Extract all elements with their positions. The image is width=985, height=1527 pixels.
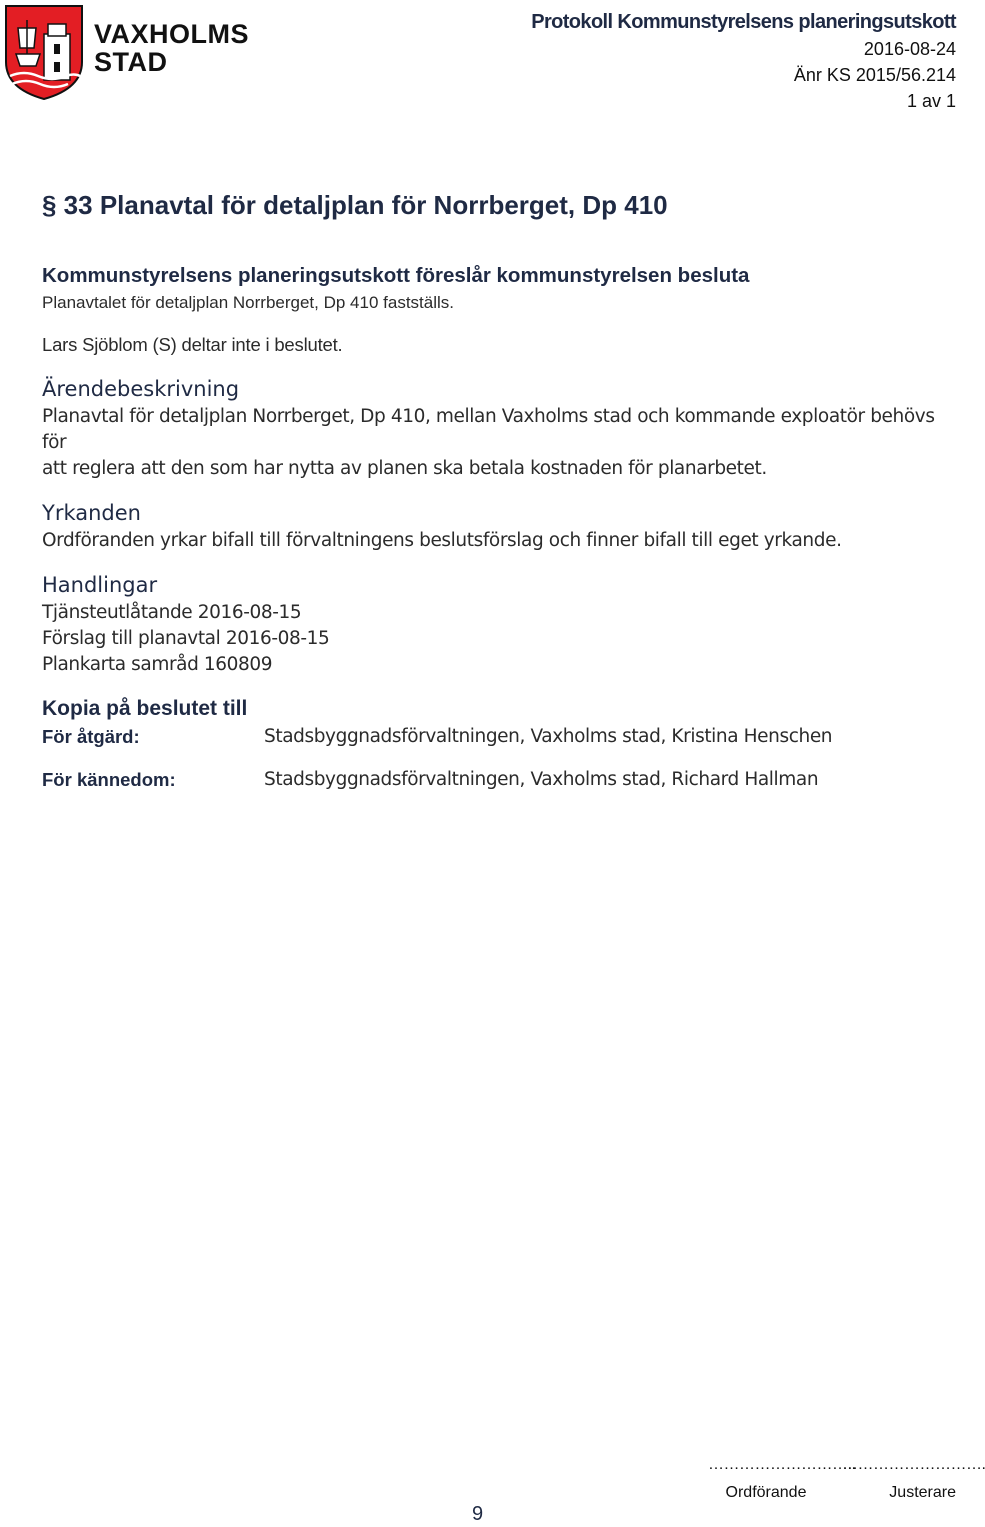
copy-info-row <box>42 767 952 793</box>
signature-label-chair: Ordförande <box>725 1484 807 1501</box>
page-number: 9 <box>472 1503 484 1525</box>
documents-heading: Handlingar <box>42 573 158 597</box>
header-date: 2016-08-24 <box>863 39 956 59</box>
logo-line-2: STAD <box>94 47 168 77</box>
header-page-count: 1 av 1 <box>906 91 956 111</box>
coat-of-arms-icon <box>4 4 84 100</box>
logo-wordmark <box>94 20 249 76</box>
proposal-heading: Kommunstyrelsens planeringsutskott föreslår kommunstyrelsen besluta <box>42 264 750 287</box>
description-text-line-1: Planavtal för detaljplan Norrberget, Dp 410, mellan Vaxholms stad och kommande exploatör behövs för <box>42 406 935 453</box>
document-item: Plankarta samråd 160809 <box>42 654 273 675</box>
vaxholms-stad-logo <box>4 4 254 100</box>
logo-line-1: VAXHOLMS <box>94 19 250 49</box>
copy-heading: Kopia på beslutet till <box>42 697 248 720</box>
proposal-text: Planavtalet för detaljplan Norrberget, Dp 410 fastställs. <box>42 293 455 312</box>
protocol-body <box>42 186 952 793</box>
document-item: Tjänsteutlåtande 2016-08-15 <box>42 602 302 623</box>
signature-label-adjuster: Justerare <box>889 1484 956 1501</box>
motions-text: Ordföranden yrkar bifall till förvaltningens beslutsförslag och finner bifall till eget yrkande. <box>42 530 842 551</box>
copy-action-label: För åtgärd: <box>42 726 140 747</box>
copy-action-row <box>42 724 952 750</box>
motions-heading: Yrkanden <box>42 501 141 525</box>
section-title: § 33 Planavtal för detaljplan för Norrberget, Dp 410 <box>42 190 668 220</box>
description-text-line-2: att reglera att den som har nytta av planen ska betala kostnaden för planarbetet. <box>42 458 767 479</box>
document-header <box>531 8 956 114</box>
copy-info-value: Stadsbyggnadsförvaltningen, Vaxholms stad, Richard Hallman <box>264 769 819 790</box>
header-title: Protokoll Kommunstyrelsens planeringsutskott <box>531 11 956 33</box>
signature-line-adjuster: ………………………. <box>842 1456 985 1473</box>
copy-action-value: Stadsbyggnadsförvaltningen, Vaxholms stad, Kristina Henschen <box>264 726 833 747</box>
header-case-number: Änr KS 2015/56.214 <box>793 65 956 85</box>
signature-line-chair: ……………………….. <box>708 1456 856 1473</box>
document-item: Förslag till planavtal 2016-08-15 <box>42 628 330 649</box>
recusal-note: Lars Sjöblom (S) deltar inte i beslutet. <box>42 334 343 355</box>
signature-chair <box>708 1456 856 1506</box>
description-heading: Ärendebeskrivning <box>42 377 240 401</box>
copy-info-label: För kännedom: <box>42 769 176 790</box>
signature-adjuster <box>842 1456 985 1506</box>
